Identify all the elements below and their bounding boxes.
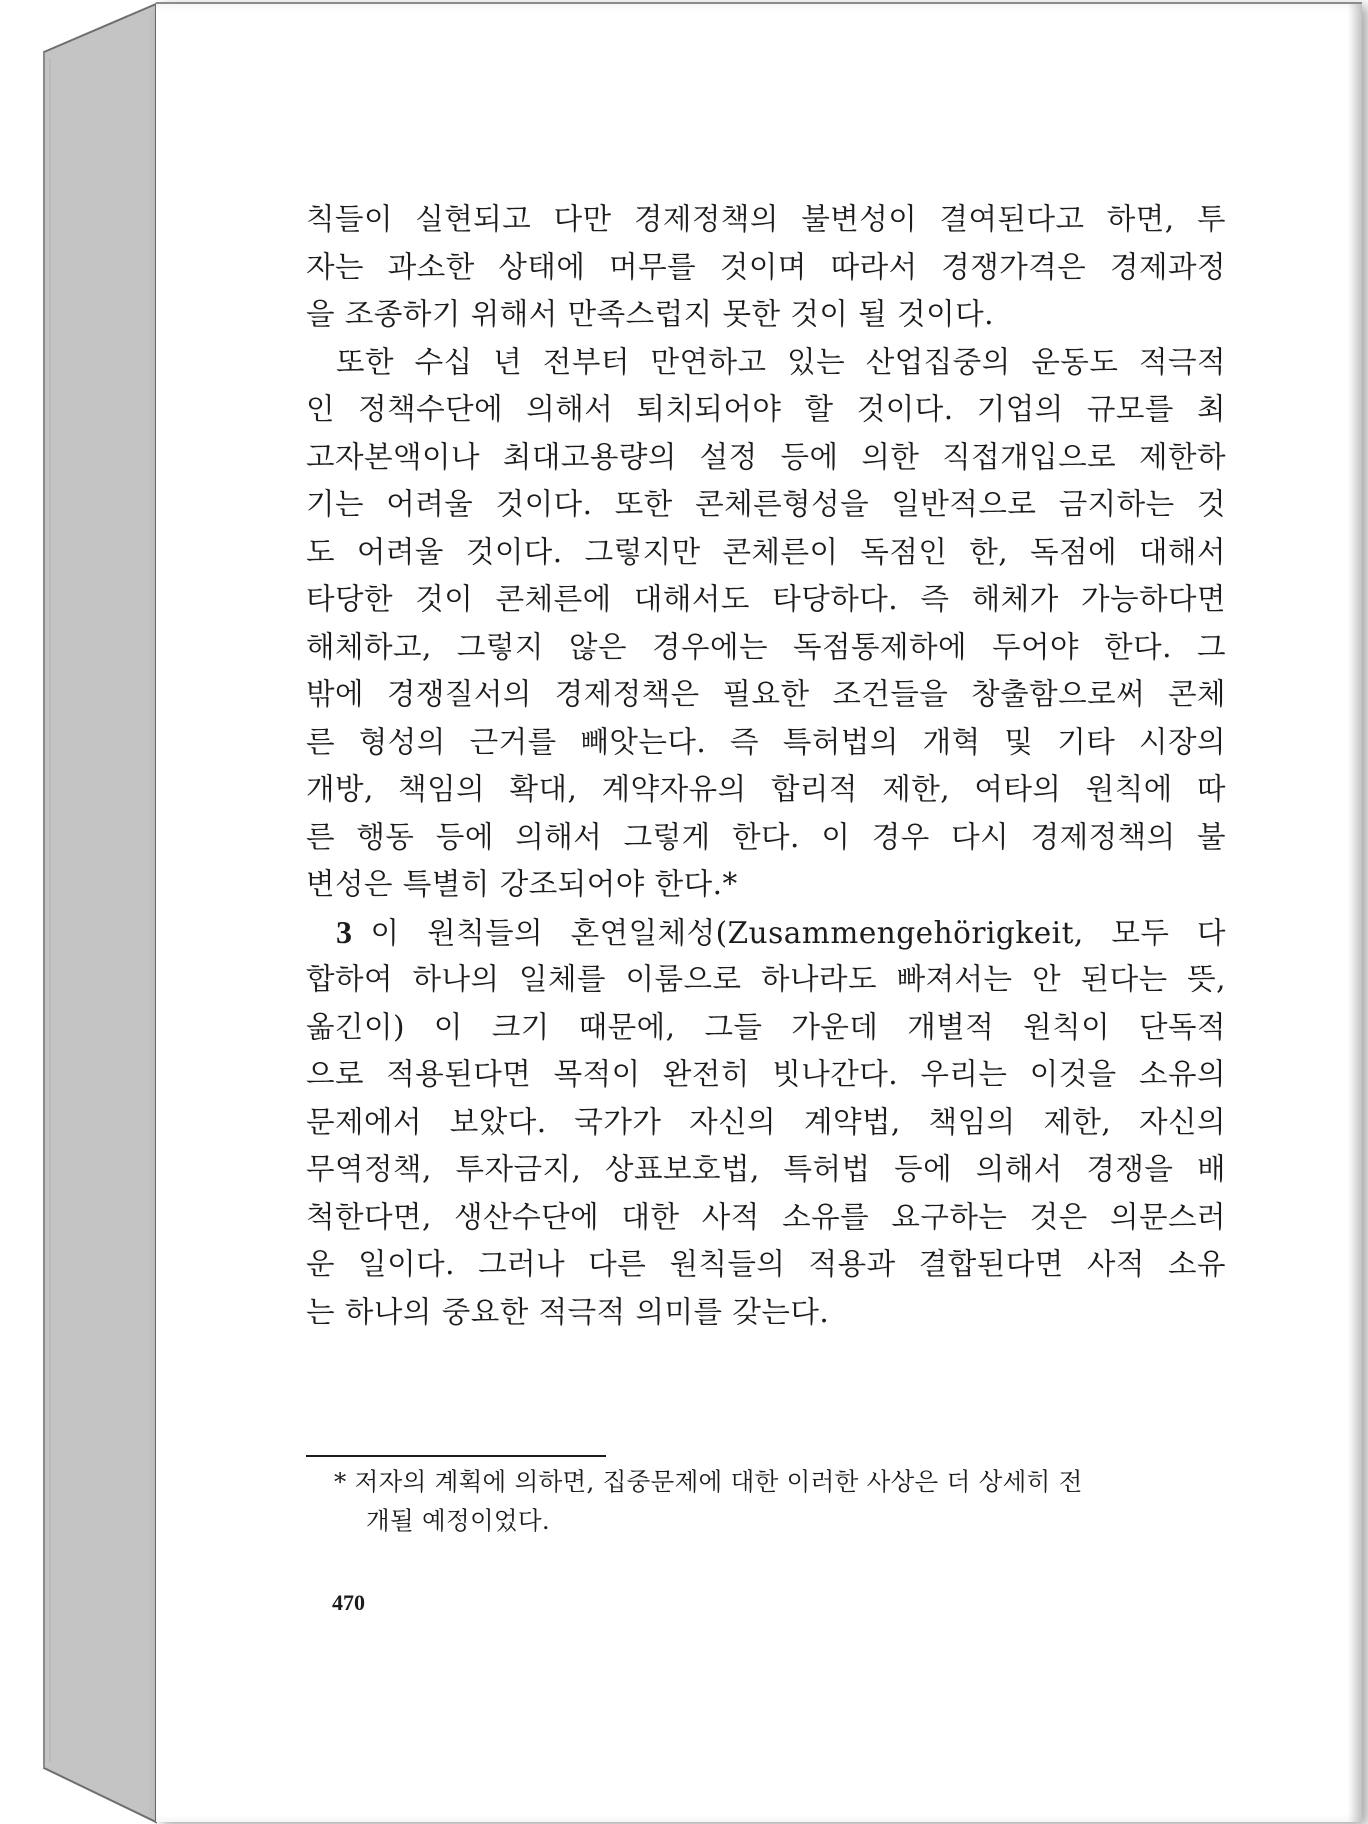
footnote xyxy=(334,1462,1226,1540)
section-number: 3 xyxy=(336,913,353,950)
section-first-line xyxy=(306,909,1226,957)
text-line: 고자본액이나 최대고용량의 설정 등에 의한 직접개입으로 제한하 xyxy=(306,439,1226,474)
text-line: 또한 수십 년 전부터 만연하고 있는 산업집중의 운동도 적극적 xyxy=(336,344,1226,379)
footnote-divider xyxy=(306,1455,606,1457)
text-line: 문제에서 보았다. 국가가 자신의 계약법, 책임의 제한, 자신의 xyxy=(306,1104,1226,1139)
book-spine-edge xyxy=(0,0,160,1824)
text-line: 으로 적용된다면 목적이 완전히 빗나간다. 우리는 이것을 소유의 xyxy=(306,1057,1226,1091)
text-line: 밖에 경쟁질서의 경제정책은 필요한 조건들을 창출함으로써 콘체 xyxy=(306,677,1226,711)
text-line: 무역정책, 투자금지, 상표보호법, 특허법 등에 의해서 경쟁을 배 xyxy=(306,1152,1226,1186)
text-line: 변성은 특별히 강조되어야 한다.* xyxy=(306,867,738,901)
text-line: 른 형성의 근거를 빼앗는다. 즉 특허법의 개혁 및 기타 시장의 xyxy=(306,724,1226,759)
text-line: 자는 과소한 상태에 머무를 것이며 따라서 경쟁가격은 경제과정 xyxy=(306,249,1226,284)
text-line: 운 일이다. 그러나 다른 원칙들의 적용과 결합된다면 사적 소유 xyxy=(306,1247,1226,1281)
text-line: 타당한 것이 콘체른에 대해서도 타당하다. 즉 해체가 가능하다면 xyxy=(306,582,1226,616)
footnote-line: 개될 예정이었다. xyxy=(366,1506,550,1535)
text-line: 옮긴이) 이 크기 때문에, 그들 가운데 개별적 원칙이 단독적 xyxy=(306,1009,1226,1044)
text-line: 는 하나의 중요한 적극적 의미를 갖는다. xyxy=(306,1294,830,1329)
text-line: 이 원칙들의 혼연일체성(Zusammengehörigkeit, 모두 다 xyxy=(370,915,1226,950)
text-line: 개방, 책임의 확대, 계약자유의 합리적 제한, 여타의 원칙에 따 xyxy=(306,772,1226,806)
text-line: 도 어려울 것이다. 그렇지만 콘체른이 독점인 한, 독점에 대해서 xyxy=(306,534,1226,569)
text-line: 합하여 하나의 일체를 이룸으로 하나라도 빠져서는 안 된다는 뜻, xyxy=(306,962,1226,996)
text-line: 해체하고, 그렇지 않은 경우에는 독점통제하에 두어야 한다. 그 xyxy=(306,629,1226,664)
text-line: 을 조종하기 위해서 만족스럽지 못한 것이 될 것이다. xyxy=(306,297,994,331)
body-text xyxy=(306,196,1226,1336)
book-page xyxy=(156,2,1362,1822)
text-line: 척한다면, 생산수단에 대한 사적 소유를 요구하는 것은 의문스러 xyxy=(306,1199,1226,1234)
text-line: 기는 어려울 것이다. 또한 콘체른형성을 일반적으로 금지하는 것 xyxy=(306,487,1226,521)
text-line: 른 행동 등에 의해서 그렇게 한다. 이 경우 다시 경제정책의 불 xyxy=(306,819,1226,854)
page-number: 470 xyxy=(332,1590,365,1615)
footnote-line: * 저자의 계획에 의하면, 집중문제에 대한 이러한 사상은 더 상세히 전 xyxy=(334,1467,1083,1496)
text-line: 칙들이 실현되고 다만 경제정책의 불변성이 결여된다고 하면, 투 xyxy=(306,202,1226,236)
text-line: 인 정책수단에 의해서 퇴치되어야 할 것이다. 기업의 규모를 최 xyxy=(306,392,1226,426)
